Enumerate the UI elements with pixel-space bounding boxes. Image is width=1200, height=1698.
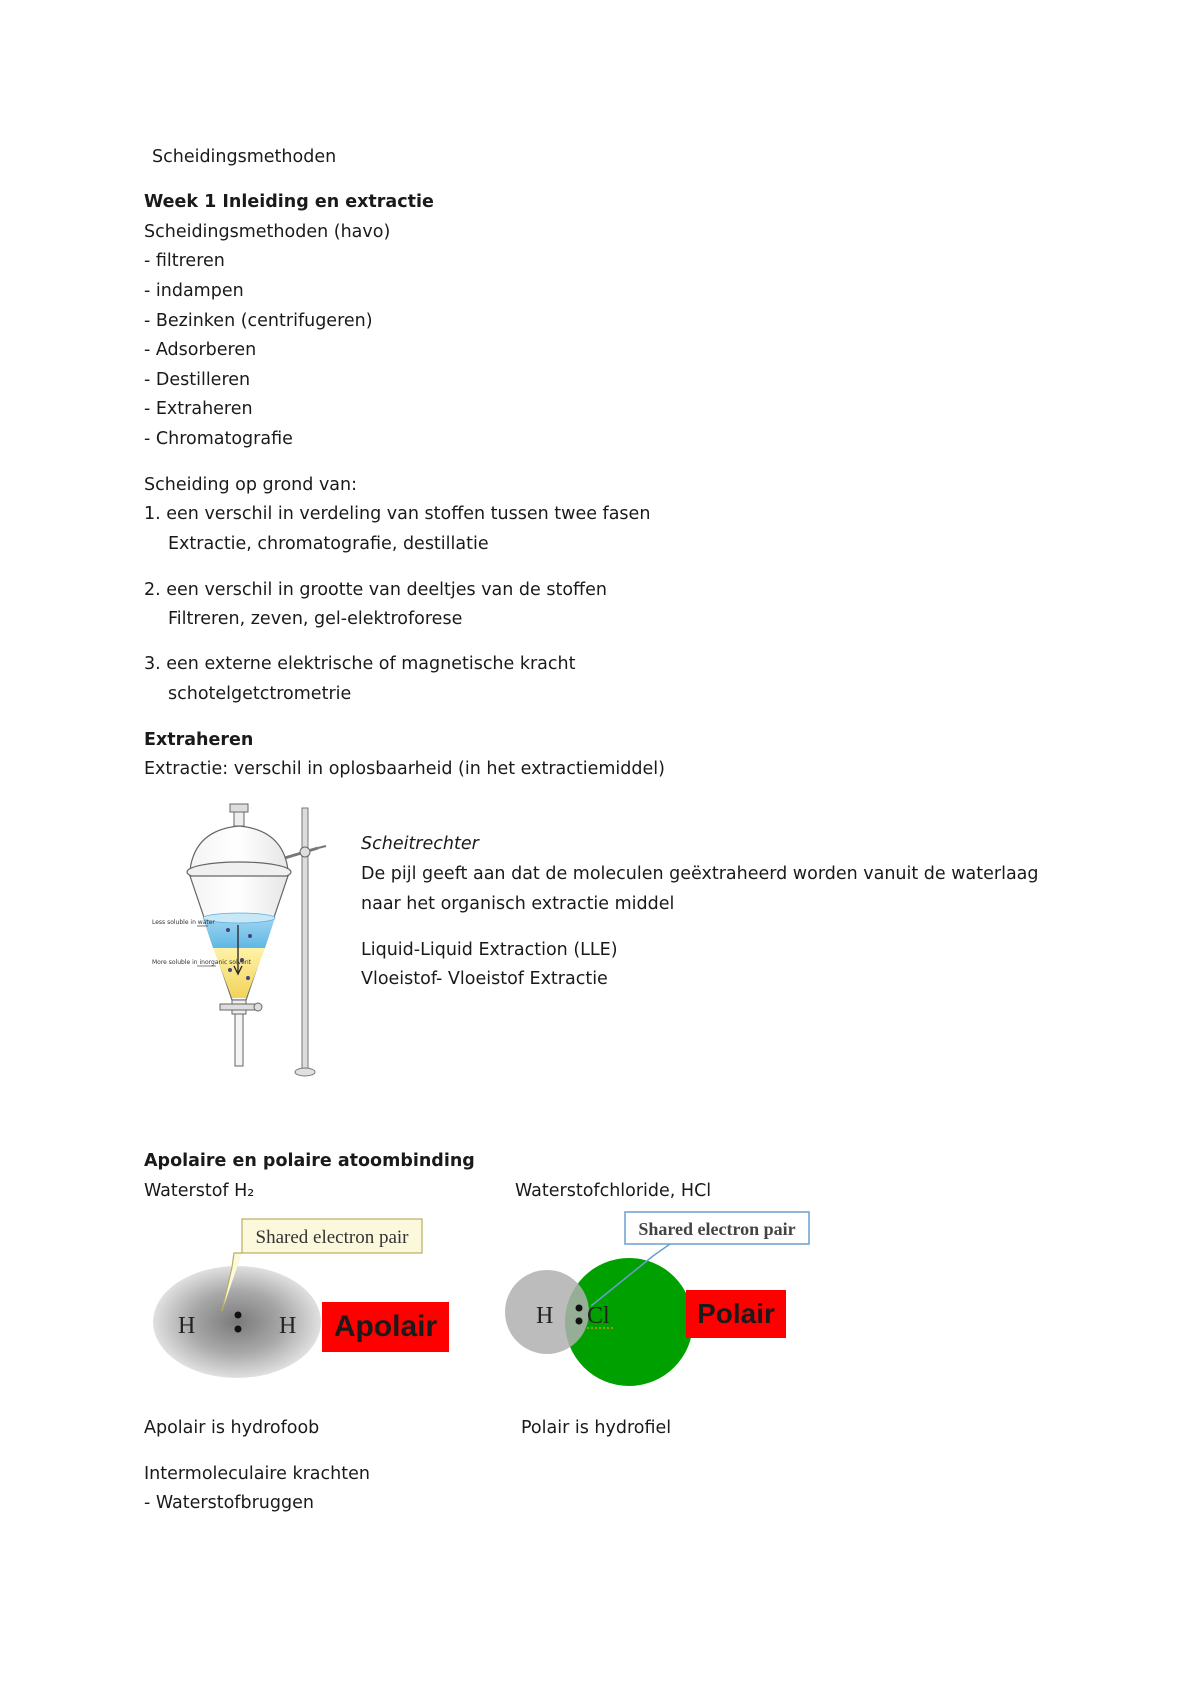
lle-line: Liquid-Liquid Extraction (LLE) xyxy=(361,940,618,960)
week-heading: Week 1 Inleiding en extractie xyxy=(144,192,434,212)
method-item: - Adsorberen xyxy=(144,340,257,360)
hcl-atom-h: H xyxy=(536,1303,554,1329)
method-item: - Extraheren xyxy=(144,399,253,419)
extraheren-definition: Extractie: verschil in oplosbaarheid (in het extractiemiddel) xyxy=(144,759,665,779)
hcl-atom-cl: Cl xyxy=(587,1303,610,1329)
basis-point: 3. een externe elektrische of magnetische kracht xyxy=(144,654,576,674)
polair-badge: Polair xyxy=(686,1290,786,1338)
extraheren-heading: Extraheren xyxy=(144,730,254,750)
hcl-title: Waterstofchloride, HCl xyxy=(515,1181,712,1201)
funnel-label-bottom: More soluble in inorganic solvent xyxy=(152,959,252,966)
document-title: Scheidingsmethoden xyxy=(152,147,337,167)
basis-examples: Extractie, chromatografie, destillatie xyxy=(168,534,489,554)
h2-title: Waterstof H₂ xyxy=(144,1181,255,1201)
electron-dot xyxy=(576,1305,583,1312)
apolair-badge: Apolair xyxy=(322,1302,449,1352)
h2-atom-right: H xyxy=(279,1313,297,1339)
method-item: - filtreren xyxy=(144,251,225,271)
polair-note: Polair is hydrofiel xyxy=(521,1418,672,1438)
h2-callout-text: Shared electron pair xyxy=(255,1227,409,1248)
electron-dot xyxy=(235,1312,242,1319)
funnel-caption-title: Scheitrechter xyxy=(361,834,479,854)
method-item: - Bezinken (centrifugeren) xyxy=(144,311,373,331)
separatory-funnel-figure xyxy=(150,800,360,1080)
funnel-caption-line: naar het organisch extractie middel xyxy=(361,894,675,914)
method-item: - Destilleren xyxy=(144,370,251,390)
electron-dot xyxy=(576,1318,583,1325)
apolair-note: Apolair is hydrofoob xyxy=(144,1418,320,1438)
lle-line: Vloeistof- Vloeistof Extractie xyxy=(361,969,608,989)
hcl-callout-text: Shared electron pair xyxy=(638,1219,796,1239)
basis-point: 1. een verschil in verdeling van stoffen tussen twee fasen xyxy=(144,504,651,524)
bonding-heading: Apolaire en polaire atoombinding xyxy=(144,1151,475,1171)
h2-atom-left: H xyxy=(178,1313,196,1339)
method-item: - indampen xyxy=(144,281,244,301)
basis-point: 2. een verschil in grootte van deeltjes van de stoffen xyxy=(144,580,607,600)
forces-heading: Intermoleculaire krachten xyxy=(144,1464,370,1484)
funnel-caption-line: De pijl geeft aan dat de moleculen geëxtraheerd worden vanuit de waterlaag xyxy=(361,864,1039,884)
electron-dot xyxy=(235,1326,242,1333)
basis-examples: schotelgetctrometrie xyxy=(168,684,352,704)
basis-label: Scheiding op grond van: xyxy=(144,475,358,495)
method-item: - Chromatografie xyxy=(144,429,293,449)
havo-label: Scheidingsmethoden (havo) xyxy=(144,222,391,242)
basis-examples: Filtreren, zeven, gel-elektroforese xyxy=(168,609,463,629)
force-item: - Waterstofbruggen xyxy=(144,1493,314,1513)
funnel-label-top: Less soluble in water xyxy=(152,919,215,926)
